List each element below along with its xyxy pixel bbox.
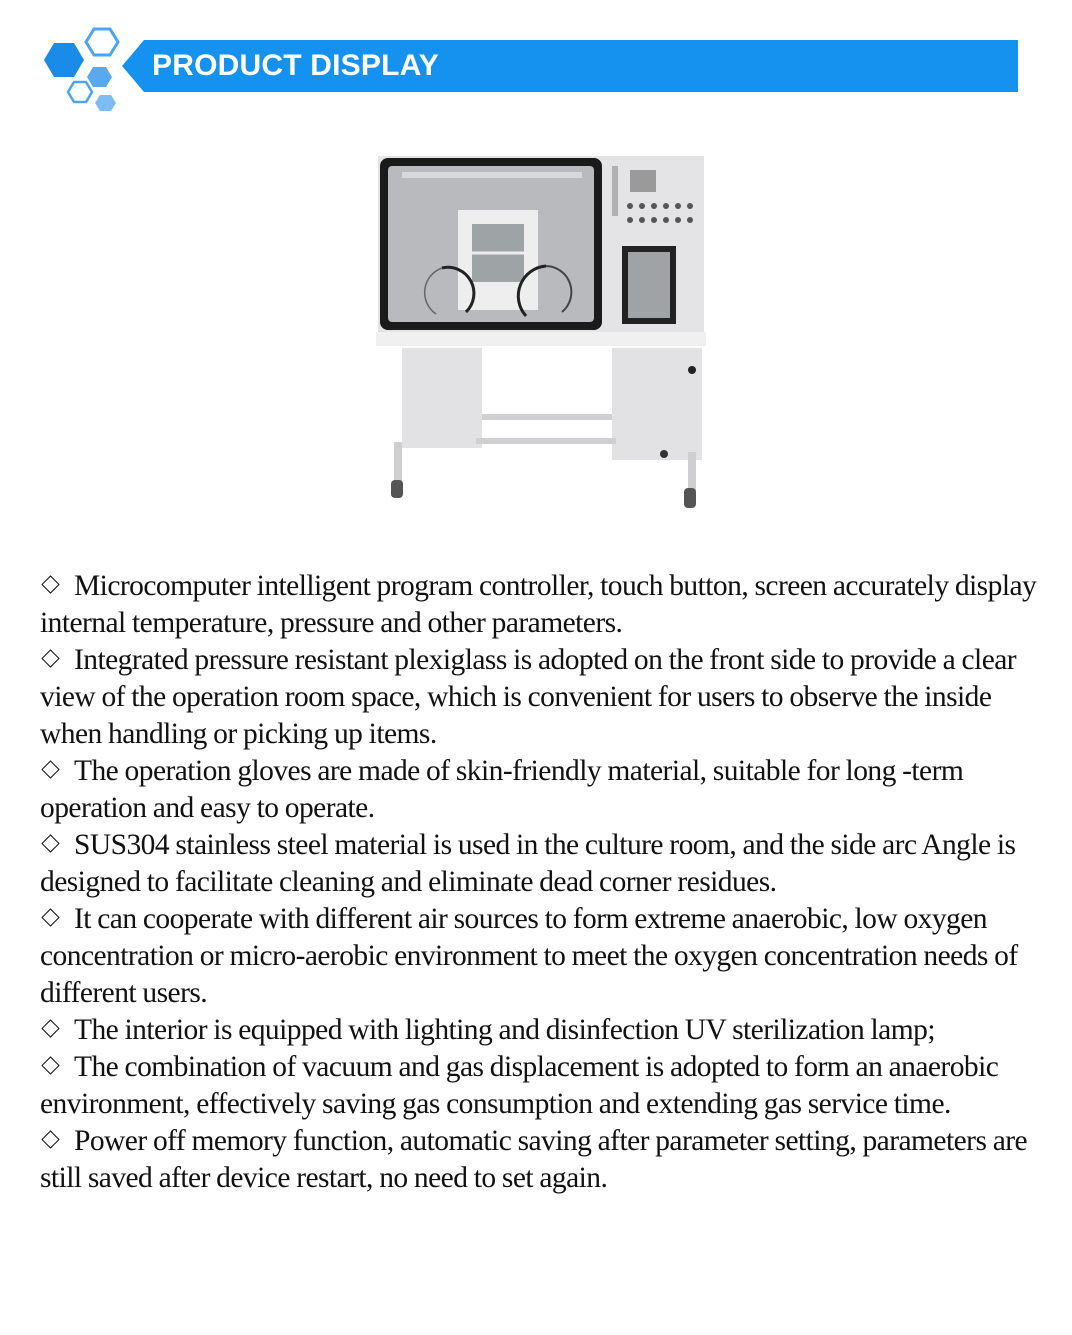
feature-text: The interior is equipped with lighting and disinfection UV sterilization lamp; [74, 1014, 935, 1046]
feature-item [40, 642, 1040, 753]
feature-text: Power off memory function, automatic saving after parameter setting, parameters are still saved after device restart, no need to set again. [40, 1125, 1028, 1194]
feature-text: Microcomputer intelligent program controller, touch button, screen accurately display internal temperature, pressure and other parameters. [40, 570, 1037, 639]
white-diamond-icon [40, 574, 62, 596]
feature-item [40, 568, 1040, 642]
white-diamond-icon [40, 648, 62, 670]
product-photo [372, 152, 708, 518]
section-title: PRODUCT DISPLAY [152, 49, 439, 82]
feature-item [40, 1123, 1040, 1197]
feature-text: It can cooperate with different air sources to form extreme anaerobic, low oxygen concentration or micro-aerobic environment to meet the oxygen concentration needs of different users. [40, 903, 1018, 1009]
white-diamond-icon [40, 759, 62, 781]
white-diamond-icon [40, 833, 62, 855]
white-diamond-icon [40, 1018, 62, 1040]
white-diamond-icon [40, 1129, 62, 1151]
white-diamond-icon [40, 907, 62, 929]
feature-text: The combination of vacuum and gas displacement is adopted to form an anaerobic environment, effectively saving gas consumption and extending gas service time. [40, 1051, 999, 1120]
feature-text: Integrated pressure resistant plexiglass is adopted on the front side to provide a clear view of the operation room space, which is convenient for users to observe the inside when handling or picking up items. [40, 644, 1017, 750]
white-diamond-icon [40, 1055, 62, 1077]
feature-text: SUS304 stainless steel material is used in the culture room, and the side arc Angle is designed to facilitate cleaning and eliminate dead corner residues. [40, 829, 1016, 898]
feature-item [40, 827, 1040, 901]
feature-item [40, 1012, 1040, 1049]
section-header-banner [40, 26, 1020, 112]
feature-item [40, 1049, 1040, 1123]
feature-text: The operation gloves are made of skin-friendly material, suitable for long -term operation and easy to operate. [40, 755, 964, 824]
hexagon-cluster-icon [40, 26, 130, 112]
feature-list [40, 568, 1040, 1197]
feature-item [40, 753, 1040, 827]
feature-item [40, 901, 1040, 1012]
